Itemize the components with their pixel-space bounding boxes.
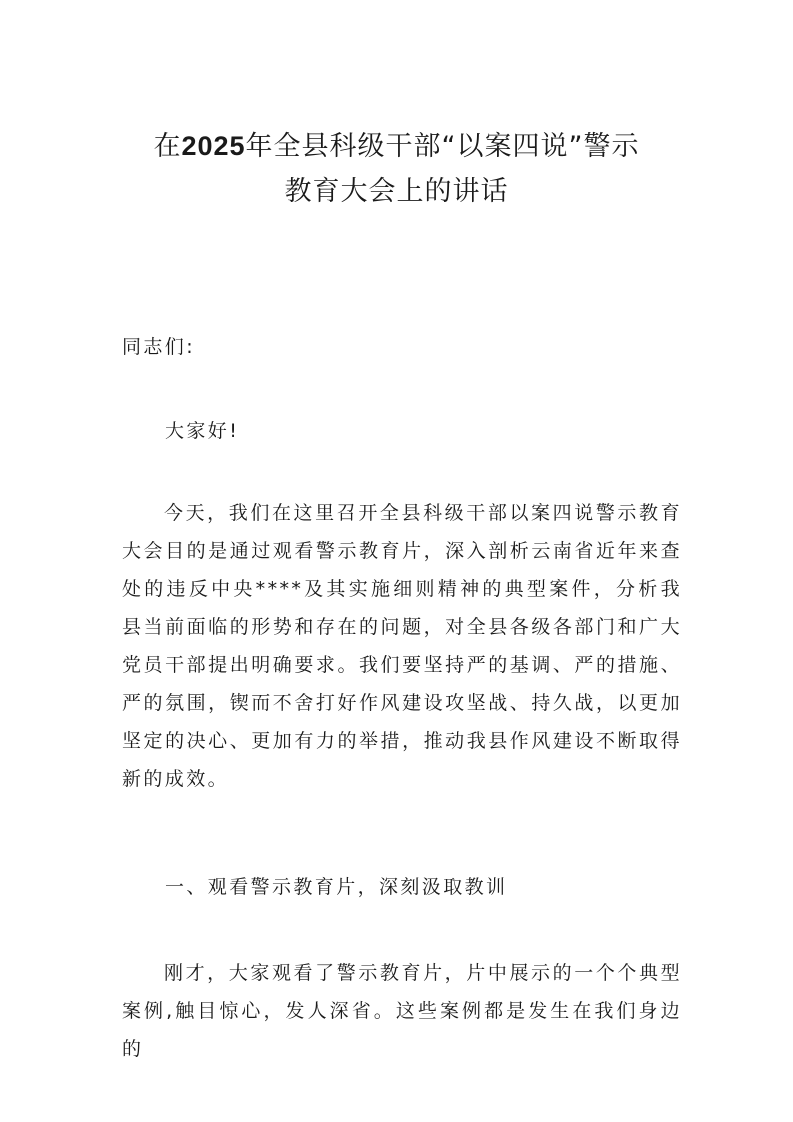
section-heading-1: 一、观看警示教育片，深刻汲取教训: [165, 876, 508, 898]
paragraph-section-1: 刚才，大家观看了警示教育片，片中展示的一个个典型案例,触目惊心，发人深省。这些案例都是发生在我们身边的: [122, 962, 682, 1060]
greeting: 大家好!: [165, 420, 240, 442]
salutation: 同志们:: [122, 336, 196, 358]
title-prefix: 在: [153, 131, 182, 162]
title-year: 2025: [181, 131, 246, 161]
paragraph-opening: 今天，我们在这里召开全县科级干部以案四说警示教育大会目的是通过观看警示教育片，深入剖析云南省近年来查处的违反中央****及其实施细则精神的典型案件，分析我县当前面临的形势和存在的问题，对全县各级各部门和广大党员干部提出明确要求。我们要坚持严的基调、严的措施、严的氛围，锲而不舍打好作风建设攻坚战、持久战，以更加坚定的决心、更加有力的举措，推动我县作风建设不断取得新的成效。: [122, 502, 682, 790]
title-suffix: 年全县科级干部“以案四说”警示: [245, 131, 640, 162]
document-title-line-2: 教育大会上的讲话: [284, 176, 509, 207]
document-title-line-1: [110, 124, 683, 169]
